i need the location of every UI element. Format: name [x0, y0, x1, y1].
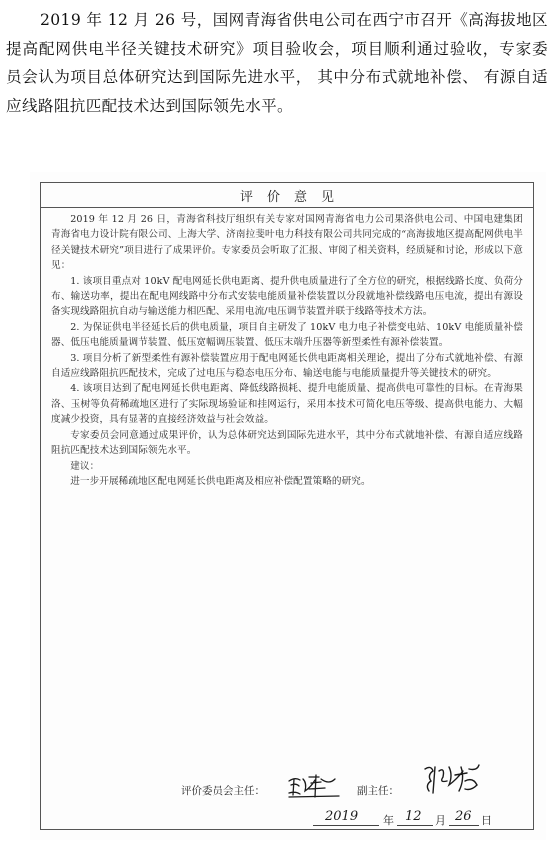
date-day-unit: 日: [481, 814, 492, 827]
date-day: 26: [455, 809, 472, 824]
form-suggestion-heading: 建议：: [70, 460, 100, 472]
form-title-row: [41, 183, 533, 208]
form-paragraph-conclusion: 专家委员会同意通过成果评价，认为总体研究达到国际先进水平，其中分布式就地补偿、有源自适应线路阻抗匹配技术达到国际领先水平。: [51, 429, 523, 457]
form-body: [41, 208, 533, 489]
form-title: 评价意见: [239, 189, 348, 205]
form-paragraph-point-2: 2. 为保证供电半径延长后的供电质量，项目自主研发了 10kV 电力电子补偿变电站、10kV 电能质量补偿器、低压电能质量调节装置、低压宽幅调压装置、低压末端升压器等新型柔性有源补偿装置。: [51, 321, 523, 349]
evaluation-form-scan: [30, 172, 546, 840]
form-paragraph-point-3: 3. 项目分析了新型柔性有源补偿装置应用于配电网延长供电距离相关理论，提出了分布式就地补偿、有源自适应线路阻抗匹配技术，完成了过电压与稳态电压分布、输送电能与电能质量提升等关键技术的研究。: [51, 352, 523, 380]
year-underline: [313, 825, 379, 826]
intro-paragraph: 2019 年 12 月 26 号，国网青海省供电公司在西宁市召开《高海拔地区提高配网供电半径关键技术研究》项目验收会，项目顺利通过验收，专家委员会认为项目总体研究达到国际先进水平， 其中分布式就地补偿、 有源自适应线路阻抗匹配技术达到国际领先水平。: [6, 11, 548, 115]
date-month-unit: 月: [435, 814, 446, 827]
vice-chair-signature: [419, 761, 485, 799]
form-suggestion-text: 进一步开展稀疏地区配电网延长供电距离及相应补偿配置策略的研究。: [70, 475, 371, 487]
date-month: 12: [405, 809, 422, 824]
date-row: [311, 809, 511, 829]
signature-row: [181, 771, 521, 801]
form-paragraph-point-4: 4. 该项目达到了配电网延长供电距离、降低线路损耗、提升电能质量、提高供电可靠性的目标。在青海果洛、玉树等负荷稀疏地区进行了实际现场验证和挂网运行，采用本技术可简化电压等级、提高供电能力、大幅度减少投资，具有显著的直接经济效益与社会效益。: [51, 383, 523, 426]
date-year-unit: 年: [383, 814, 394, 827]
form-paragraph-intro: 2019 年 12 月 26 日，青海省科技厅组织有关专家对国网青海省电力公司果洛供电公司、中国电建集团青海省电力设计院有限公司、上海大学、济南拉斐叶电力科技有限公司共同完成的“高海拔地区提高配网供电半径关键技术研究”项目进行了成果评价。专家委员会听取了汇报、审阅了相关资料，经质疑和讨论，形成以下意见：: [51, 214, 523, 272]
vice-chair-label: 副主任：: [357, 785, 399, 797]
month-underline: [397, 825, 433, 826]
chair-label: 评价委员会主任：: [181, 785, 265, 797]
day-underline: [449, 825, 479, 826]
form-paragraph-point-1: 1. 该项目重点对 10kV 配电网延长供电距离、提升供电质量进行了全方位的研究，根据线路长度、负荷分布、输送功率，提出在配电网线路中分布式安装电能质量补偿装置以分段就地补偿线路电压电流，提出有源设备实现线路阻抗自动与输送能力相匹配、采用电流/电压调节装置并联于线路等技术方法。: [51, 275, 523, 318]
evaluation-form: [40, 182, 534, 830]
chair-signature: [285, 771, 343, 801]
date-year: 2019: [325, 809, 359, 824]
